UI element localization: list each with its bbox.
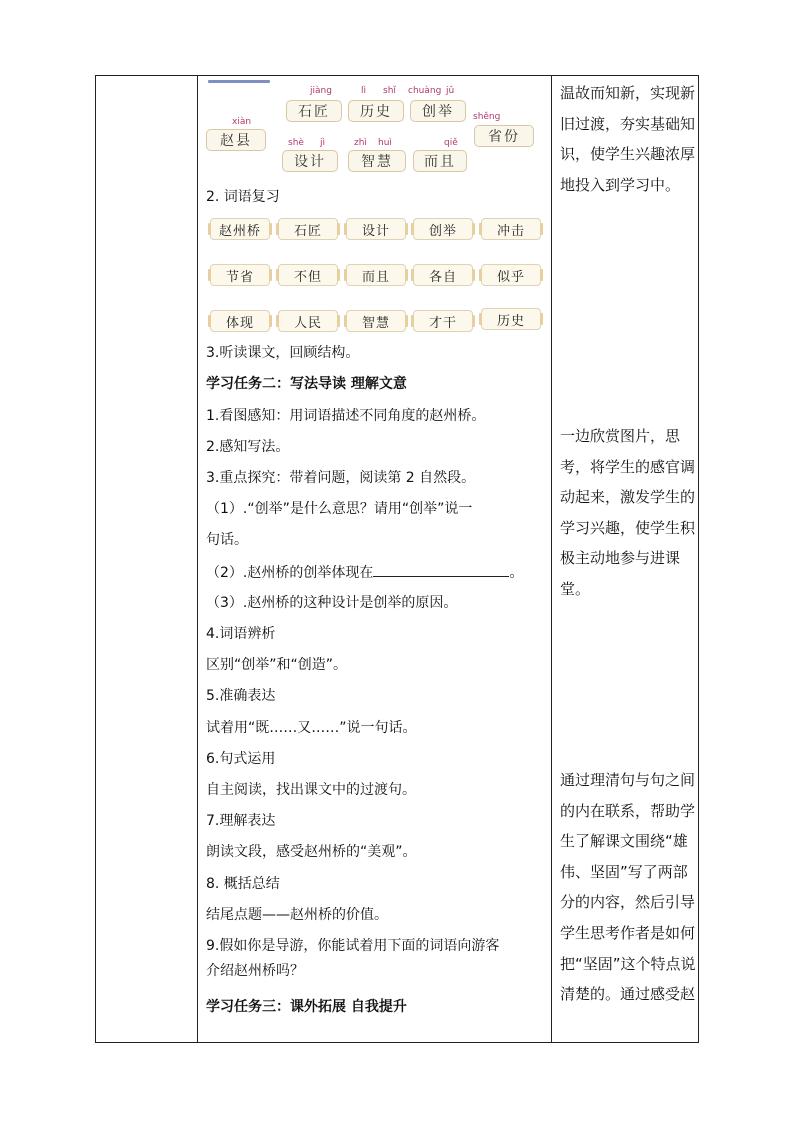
word-tile: 智慧 <box>346 310 406 332</box>
word-tile: 设计 <box>346 218 406 240</box>
text-line: 3.重点探究：带着问题，阅读第 2 自然段。 <box>206 470 476 486</box>
question-text: （2）.赵州桥的创举体现在 <box>206 565 374 581</box>
text-line: 2.感知写法。 <box>206 439 290 455</box>
text-line: 朗读文段，感受赵州桥的“美观”。 <box>206 844 417 860</box>
text-line: 1.看图感知：用词语描述不同角度的赵州桥。 <box>206 408 486 424</box>
word-tile: 赵州桥 <box>210 218 270 240</box>
vocab-card: 石匠 <box>286 100 342 122</box>
lesson-table <box>95 75 699 1043</box>
text-line: 7.理解表达 <box>206 813 276 829</box>
text-line: （1）.“创举”是什么意思？请用“创举”说一 <box>206 501 473 517</box>
text-line: 介绍赵州桥吗？ <box>206 963 304 979</box>
word-tile: 石匠 <box>278 218 338 240</box>
content-column <box>198 76 550 1042</box>
word-tile: 而且 <box>346 264 406 286</box>
pinyin: jǔ <box>446 86 455 96</box>
text-line: 区别“创举”和“创造”。 <box>206 657 348 673</box>
notes-column <box>553 76 699 1042</box>
word-tile: 不但 <box>278 264 338 286</box>
vocab-card: 创举 <box>410 100 466 122</box>
vocab-card: 赵县 <box>206 129 266 151</box>
task-heading: 学习任务三：课外拓展 自我提升 <box>206 999 407 1015</box>
text-line: 9.假如你是导游，你能试着用下面的词语向游客 <box>206 938 500 954</box>
vocab-card: 设计 <box>282 150 338 172</box>
section-heading: 2. 词语复习 <box>206 189 280 205</box>
word-tile: 创举 <box>413 218 473 240</box>
word-tile: 历史 <box>481 308 541 330</box>
text-line: 8. 概括总结 <box>206 876 280 892</box>
pinyin: qiě <box>444 138 458 148</box>
question-end: 。 <box>509 565 524 581</box>
word-tile: 似乎 <box>481 264 541 286</box>
column-divider <box>551 76 552 1042</box>
design-note: 一边欣赏图片，思考，将学生的感官调动起来，激发学生的学习兴趣，使学生积极主动地参与进课堂。 <box>560 427 696 598</box>
text-line: 试着用“既……又……”说一句话。 <box>206 720 417 736</box>
text-line: 句话。 <box>206 532 248 548</box>
text-line: 3.听读课文，回顾结构。 <box>206 345 360 361</box>
text-line: （3）.赵州桥的这种设计是创举的原因。 <box>206 595 458 611</box>
word-tile: 体现 <box>210 310 270 332</box>
design-note: 通过理清句与句之间的内在联系，帮助学生了解课文围绕“雄伟、坚固”写了两部分的内容，然后引导学生思考作者是如何把“坚固”这个特点说清楚的。通过感受赵 <box>560 771 696 1004</box>
word-tile: 人民 <box>278 310 338 332</box>
text-line: 结尾点题——赵州桥的价值。 <box>206 907 388 923</box>
pinyin: shè <box>288 138 304 148</box>
pinyin: chuàng <box>408 86 442 96</box>
word-tile: 节省 <box>210 264 270 286</box>
text-line: 6.句式运用 <box>206 751 276 767</box>
vocab-card: 而且 <box>413 150 467 172</box>
text-line: 自主阅读，找出课文中的过渡句。 <box>206 782 416 798</box>
decoration-bar <box>208 80 270 83</box>
word-tile: 才干 <box>413 310 473 332</box>
pinyin: shǐ <box>383 86 396 96</box>
pinyin: xiàn <box>232 117 252 127</box>
text-line: 4.词语辨析 <box>206 626 276 642</box>
word-tile: 各自 <box>413 264 473 286</box>
pinyin: jiàng <box>310 86 332 96</box>
vocab-card: 历史 <box>348 100 404 122</box>
text-line: 5.准确表达 <box>206 688 276 704</box>
design-note: 温故而知新，实现新旧过渡，夯实基础知识，使学生兴趣浓厚地投入到学习中。 <box>560 84 696 194</box>
pinyin: jì <box>320 138 326 148</box>
vocab-card: 智慧 <box>348 150 406 172</box>
vocab-card: 省份 <box>474 125 534 147</box>
pinyin: lì <box>361 86 367 96</box>
pinyin: shěng <box>473 112 501 122</box>
text-line <box>206 563 523 582</box>
word-tile: 冲击 <box>481 218 541 240</box>
task-heading: 学习任务二：写法导读 理解文意 <box>206 376 407 392</box>
pinyin: zhì <box>354 138 367 148</box>
pinyin: huì <box>378 138 392 148</box>
fill-blank <box>373 563 509 577</box>
